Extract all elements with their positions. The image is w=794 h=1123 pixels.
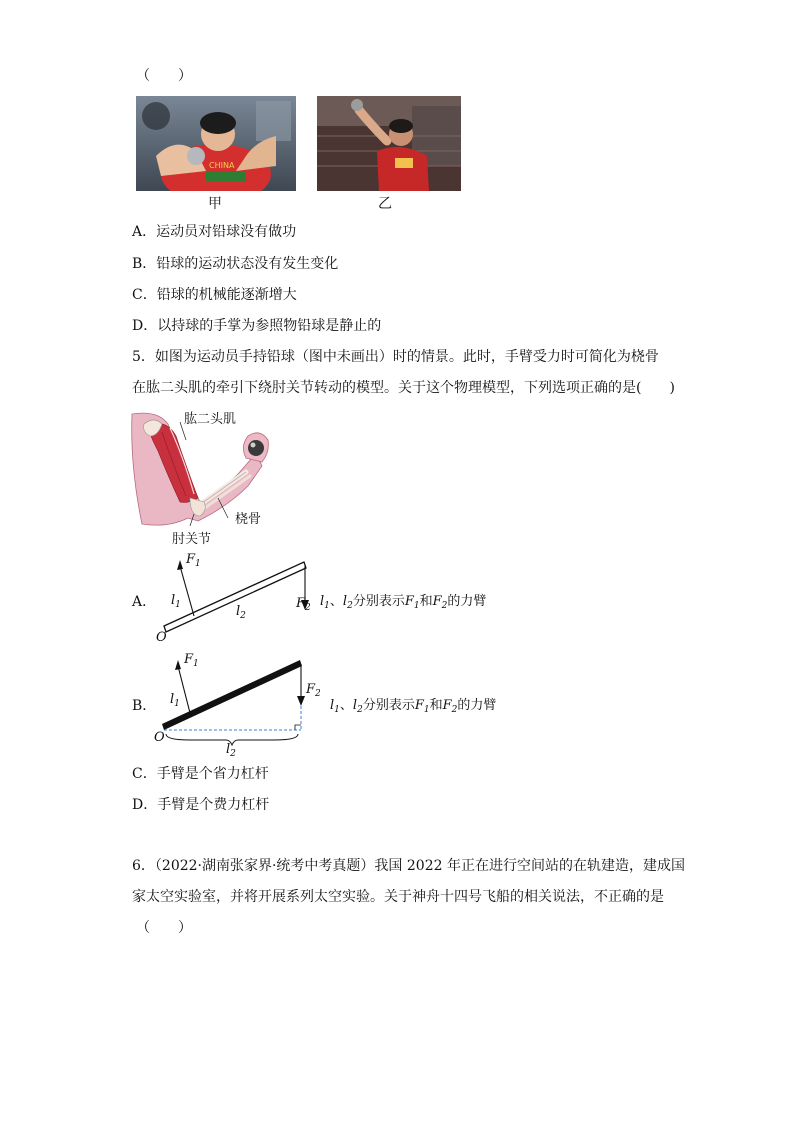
shirt-text: CHINA <box>209 161 235 170</box>
q4-option-a: A．运动员对铅球没有做功 <box>132 224 297 240</box>
label-radius: 桡骨 <box>235 512 262 527</box>
q4-option-c: C．铅球的机械能逐渐增大 <box>132 287 297 303</box>
q5-option-d: D．手臂是个费力杠杆 <box>132 797 270 813</box>
label-elbow: 肘关节 <box>172 532 212 547</box>
q5-stem-line2: 在肱二头肌的牵引下绕肘关节转动的模型。关于这个物理模型，下列选项正确的是( ) <box>132 380 675 396</box>
b-l1-label: $l_1$ <box>170 692 180 709</box>
q6-answer-bracket: （ ） <box>136 920 192 936</box>
athlete-photo-jia-illustration <box>136 96 296 191</box>
label-biceps: 肱二头肌 <box>184 412 237 427</box>
question-4-answer-bracket: （ ） <box>136 68 192 84</box>
arm-anatomy-drawing <box>128 406 308 546</box>
photo-jia <box>136 96 296 191</box>
a-F1-label: $F_1$ <box>186 552 201 569</box>
b-O-label: O <box>154 730 165 745</box>
q5-option-a-letter: A． <box>132 594 157 610</box>
photo-jia-caption: 甲 <box>208 196 222 212</box>
q6-stem-line1: 6．（2022·湖南张家界·统考中考真题）我国 2022 年正在进行空间站的在轨建造，建成国 <box>132 858 685 874</box>
athlete-photo-yi-illustration <box>317 96 461 191</box>
a-l2-label: $l_2$ <box>236 604 246 621</box>
q6-stem-line2: 家太空实验室，并将开展系列太空实验。关于神舟十四号飞船的相关说法，不正确的是 <box>132 889 664 905</box>
photo-yi <box>317 96 461 191</box>
arm-anatomy-figure <box>128 406 308 546</box>
b-F2-label: $F_2$ <box>306 682 321 699</box>
q5-option-c: C．手臂是个省力杠杆 <box>132 766 269 782</box>
q4-option-b: B．铅球的运动状态没有发生变化 <box>132 256 339 272</box>
a-O-label: O <box>156 630 167 645</box>
b-F1-label: $F_1$ <box>184 652 199 669</box>
q5-stem-line1: 5．如图为运动员手持铅球（图中未画出）时的情景。此时，手臂受力时可简化为桡骨 <box>132 349 659 365</box>
a-l1-label: $l_1$ <box>171 593 181 610</box>
b-l2-label: $l_2$ <box>226 742 236 759</box>
q5-option-b-letter: B． <box>132 698 157 714</box>
a-F2-label: $F_2$ <box>296 596 311 613</box>
lever-diagram-a <box>150 548 320 648</box>
q4-option-d: D．以持球的手掌为参照物铅球是静止的 <box>132 318 382 334</box>
q5-option-b-description: $l_1$、$l_2$分别表示$F_1$和$F_2$的力臂 <box>330 698 497 715</box>
photo-yi-caption: 乙 <box>378 196 392 212</box>
lever-diagram-b <box>150 652 330 760</box>
q5-option-a-description: $l_1$、$l_2$分别表示$F_1$和$F_2$的力臂 <box>320 594 487 611</box>
